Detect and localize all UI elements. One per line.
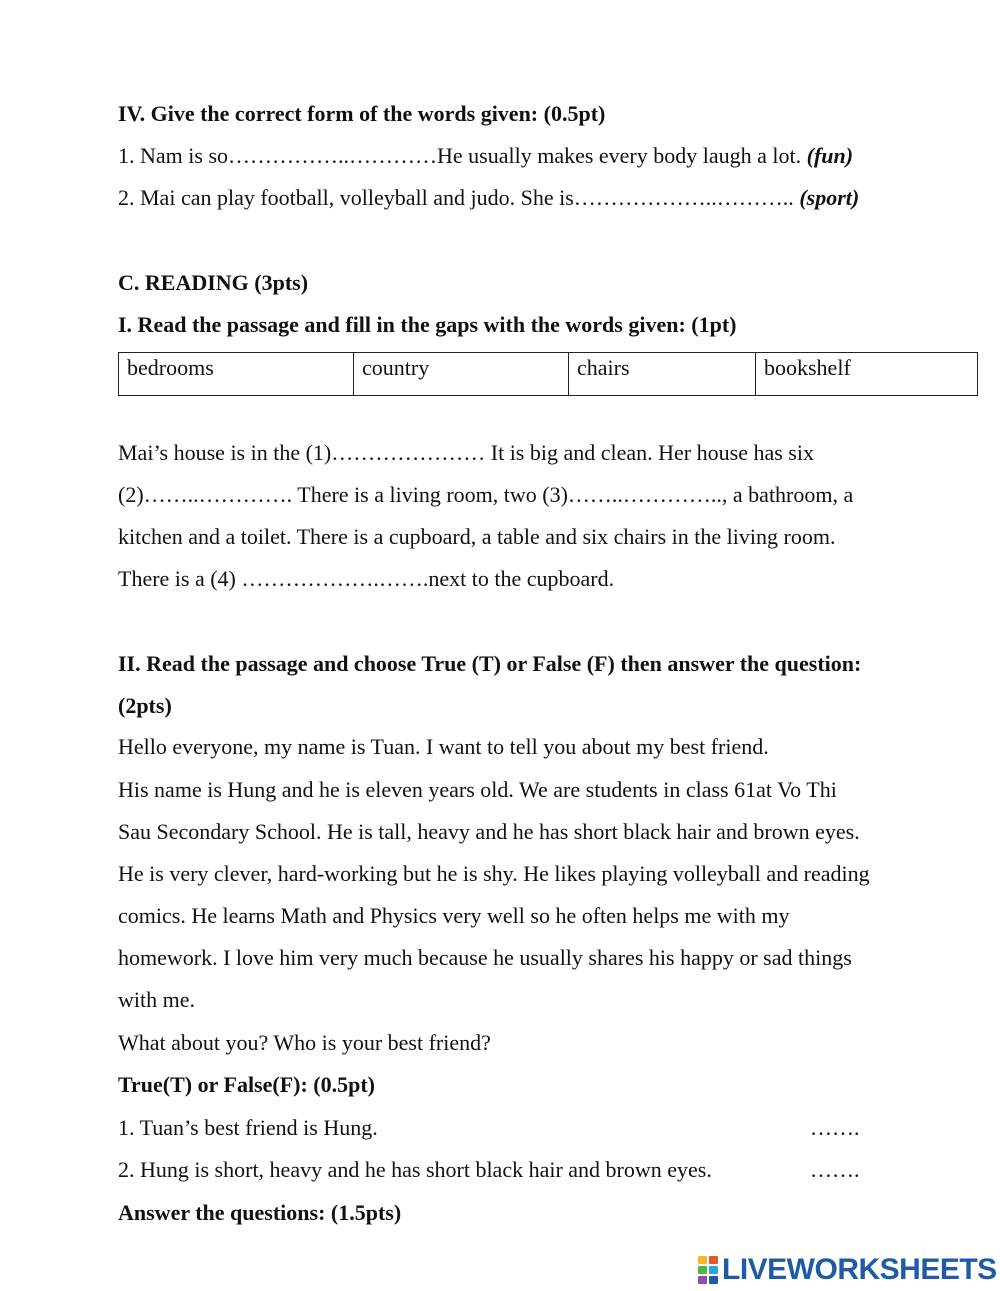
logo-square xyxy=(698,1276,707,1284)
passage2-line: homework. I love him very much because he usually shares his happy or sad things xyxy=(118,945,852,970)
passage2-line: He is very clever, hard-working but he is shy. He likes playing volleyball and reading xyxy=(118,861,870,886)
word-box-cell: country xyxy=(354,353,569,396)
word-box-cell: bedrooms xyxy=(119,353,354,396)
passage2-line: Hello everyone, my name is Tuan. I want to tell you about my best friend. xyxy=(118,734,769,759)
tf-item-1: 1. Tuan’s best friend is Hung. xyxy=(118,1115,378,1140)
passage2-line: comics. He learns Math and Physics very well so he often helps me with my xyxy=(118,903,790,928)
passage1-line: kitchen and a toilet. There is a cupboard, a table and six chairs in the living room. xyxy=(118,524,836,549)
section-iv-heading: IV. Give the correct form of the words given: (0.5pt) xyxy=(118,101,606,126)
word-box-cell: chairs xyxy=(569,353,756,396)
word-form-item-1-hint: (fun) xyxy=(806,143,854,168)
logo-square xyxy=(709,1266,718,1274)
reading-part2-heading: II. Read the passage and choose True (T) or False (F) then answer the question: xyxy=(118,651,862,676)
word-form-item-2-text: 2. Mai can play football, volleyball and judo. She is………………..……….. xyxy=(118,185,800,210)
word-form-item-2 xyxy=(118,184,859,212)
tf-item-2: 2. Hung is short, heavy and he has short black hair and brown eyes. xyxy=(118,1157,712,1182)
answer-questions-heading: Answer the questions: (1.5pts) xyxy=(118,1200,402,1225)
reading-part2-heading-points: (2pts) xyxy=(118,693,172,718)
word-form-item-2-hint: (sport) xyxy=(799,185,860,210)
reading-heading: C. READING (3pts) xyxy=(118,270,309,295)
word-form-item-1-text: 1. Nam is so……………..…………He usually makes every body laugh a lot. xyxy=(118,143,807,168)
passage1-line: There is a (4) ……………….…….next to the cupboard. xyxy=(118,566,615,591)
logo-square xyxy=(698,1256,707,1264)
passage2-line: His name is Hung and he is eleven years old. We are students in class 61at Vo Thi xyxy=(118,777,837,802)
tf-item-1-answer-blank[interactable]: ……. xyxy=(810,1115,860,1140)
reading-part1-heading: I. Read the passage and fill in the gaps with the words given: (1pt) xyxy=(118,312,737,337)
passage1-line: Mai’s house is in the (1)………………… It is big and clean. Her house has six xyxy=(118,440,814,465)
tf-item-2-answer-blank[interactable]: ……. xyxy=(810,1157,860,1182)
logo-square xyxy=(709,1256,718,1264)
liveworksheets-logo-icon xyxy=(698,1256,718,1284)
passage2-line: Sau Secondary School. He is tall, heavy and he has short black hair and brown eyes. xyxy=(118,819,860,844)
passage2-line: with me. xyxy=(118,987,195,1012)
word-box-cell: bookshelf xyxy=(756,353,978,396)
word-box-table xyxy=(118,352,978,396)
logo-square xyxy=(709,1276,718,1284)
tf-heading: True(T) or False(F): (0.5pt) xyxy=(118,1072,376,1097)
liveworksheets-logo-text: LIVEWORKSHEETS xyxy=(722,1253,997,1286)
passage2-line: What about you? Who is your best friend? xyxy=(118,1030,491,1055)
passage1-line: (2)……..…………. There is a living room, two (3)……..………….., a bathroom, a xyxy=(118,482,854,507)
logo-square xyxy=(698,1266,707,1274)
word-form-item-1 xyxy=(118,142,853,170)
liveworksheets-logo xyxy=(698,1254,997,1286)
